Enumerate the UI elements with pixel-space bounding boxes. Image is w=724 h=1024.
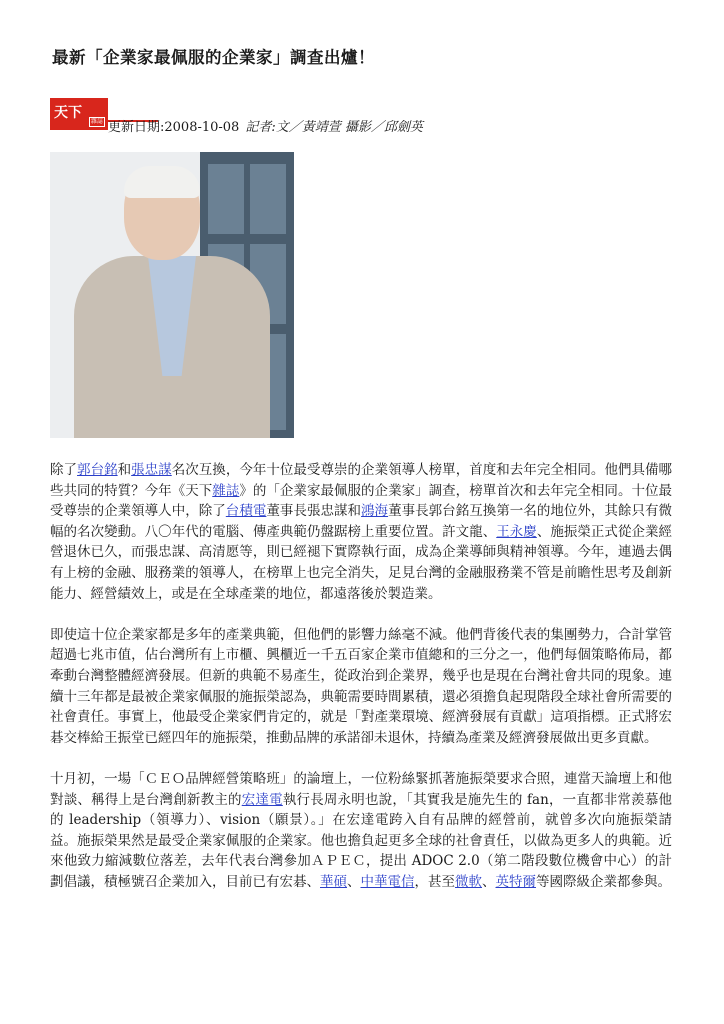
inline-link[interactable]: 宏達電 — [241, 791, 283, 808]
text-run: 、施振榮正式從企業經營退休已久，而張忠謀、高清愿等，則已經褪下實際執行面，成為企業導師與精神領導。今年，連過去偶有上榜的金融、服務業的領導人，在榜單上也完全消失，足見台灣的金融服務業不管是前瞻性思考及創新能力、經營績效上，或是在全球產業的地位，都遠落後於製造業。 — [50, 523, 673, 602]
meta-text — [108, 116, 423, 135]
text-run: 董事長郭台銘互換第一名的地位外，其餘只有微幅的名次變動。八〇年代的電腦、傳產典範仍盤踞榜上重要位置。許文龍、 — [50, 503, 673, 540]
inline-link[interactable]: 微軟 — [455, 873, 482, 890]
person-hair — [124, 166, 200, 198]
text-run: 董事長張忠謀和 — [266, 503, 362, 520]
inline-link[interactable]: 郭台銘 — [77, 462, 118, 478]
text-run: ，甚至 — [414, 873, 455, 890]
text-run: 和 — [117, 462, 132, 478]
inline-link[interactable]: 王永慶 — [496, 523, 537, 540]
inline-link[interactable]: 雜誌 — [212, 482, 240, 499]
text-run: 》的「企業家最佩服的企業家」調查，榜單首次和去年完全相同。十位最受尊崇的企業領導人中，除了 — [50, 482, 673, 520]
logo-subtext: 雜誌 — [90, 118, 103, 125]
text-run: 名次互換，今年十位最受尊崇的企業領導人榜單，首度和去年完全相同。他們具備哪些共同的特質？今年《天下 — [50, 462, 673, 499]
article-meta — [50, 98, 690, 135]
paragraph-2 — [50, 625, 672, 749]
text-run: 等國際級企業都參與。 — [536, 873, 671, 890]
inline-link[interactable]: 台積電 — [225, 503, 267, 520]
magazine-logo — [50, 98, 108, 130]
article-photo — [50, 152, 294, 438]
logo-text: 天下 — [54, 105, 82, 121]
article-title: 最新「企業家最佩服的企業家」調查出爐！ — [52, 48, 375, 67]
paragraph-3 — [50, 769, 672, 893]
text-run: 、 — [482, 873, 496, 890]
inline-link[interactable]: 華碩 — [320, 873, 347, 890]
update-date: 更新日期:2008-10-08 — [108, 120, 240, 135]
author-credit: 記者:文／黃靖萱 攝影／邱劍英 — [245, 120, 423, 135]
text-run: 十月初，一場「ＣＥＯ品牌經營策略班」的論壇上，一位粉絲緊抓著施振榮要求合照，連當天論壇上和他對談、稱得上是台灣創新教主的 — [50, 770, 672, 808]
inline-link[interactable]: 鴻海 — [361, 503, 389, 520]
paragraph-1 — [50, 460, 672, 604]
inline-link[interactable]: 英特爾 — [495, 873, 536, 890]
inline-link[interactable]: 張忠謀 — [131, 462, 172, 478]
article-body — [50, 460, 672, 913]
text-run: 即使這十位企業家都是多年的產業典範，但他們的影響力絲毫不減。他們背後代表的集團勢力，合計掌管超過七兆市值，佔台灣所有上市櫃、興櫃近一千五百家企業市值總和的三分之一，他們每個策略佈局，都牽動台灣整體經濟發展。但新的典範不易產生，從政治到企業界，幾乎也是現在台灣社會共同的現象。連續十三年都是最被企業家佩服的施振榮認為，典範需要時間累積，還必須擔負起現階段全球社會所需要的社會責任。事實上，他最受企業家們肯定的，就是「對產業環境、經濟發展有貢獻」這項指標。正式將宏碁交棒給王振堂已經四年的施振榮，推動品牌的承諾卻未退休，持續為產業及經濟發展做出更多貢獻。 — [50, 626, 672, 746]
text-run: 除了 — [50, 462, 78, 478]
text-run: 執行長周永明也說，「其實我是施先生的 fan，一直都非常羨慕他的 leadership（領導力）、vision（願景）。」在宏達電跨入自有品牌的經營前，就曾多次向施振榮請益。施振榮果然是最受企業家佩服的企業家。他也擔負起更多全球的社會責任，以做為更多人的典範。近來他致力縮減數位落差，去年代表台灣參加ＡＰＥＣ，提出 ADOC 2.0（第二階段數位機會中心）的計劃倡議，積極號召企業加入，目前已有宏碁、 — [50, 791, 673, 890]
text-run: 、 — [347, 873, 361, 890]
inline-link[interactable]: 中華電信 — [360, 873, 415, 890]
